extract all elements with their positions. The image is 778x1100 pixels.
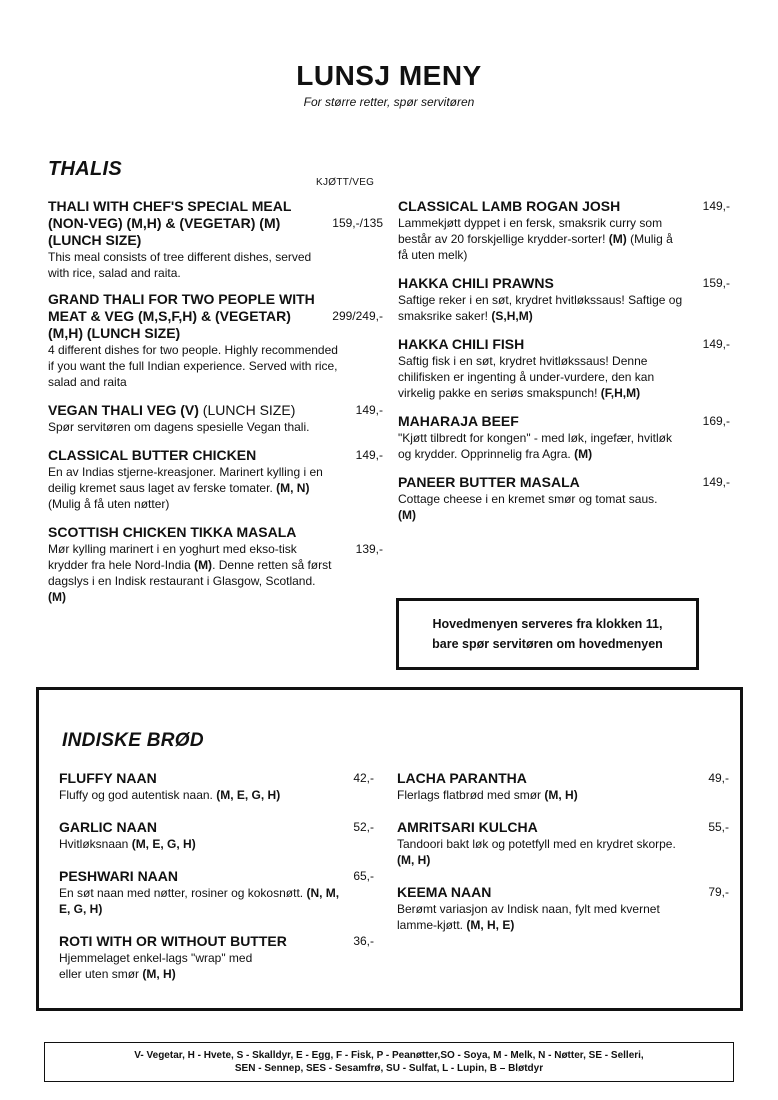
item-description: Lammekjøtt dyppet i en fersk, smaksrik curry som består av 20 forskjellige krydder-sorter! (M) (Mulig å få uten melk) — [398, 216, 673, 262]
menu-item — [48, 198, 383, 281]
item-price: 65,- — [353, 869, 374, 883]
breads-left-column — [59, 770, 374, 996]
item-description: 4 different dishes for two people. Highly recommended if you want the full Indian experience. Served with rice, salad and raita — [48, 343, 338, 389]
thalis-right-column — [398, 198, 730, 537]
item-name: HAKKA CHILI PRAWNS — [398, 275, 554, 291]
item-price: 159,- — [702, 276, 730, 290]
item-name: KEEMA NAAN — [397, 884, 492, 900]
menu-item — [59, 933, 374, 982]
item-price: 42,- — [353, 771, 374, 785]
menu-item — [398, 275, 730, 324]
menu-item — [59, 770, 374, 803]
item-description: Tandoori bakt løk og potetfyll med en krydret skorpe. (M, H) — [397, 837, 676, 867]
item-description: This meal consists of tree different dishes, served with rice, salad and raita. — [48, 250, 312, 280]
item-description: Cottage cheese i en kremet smør og tomat saus. (M) — [398, 492, 658, 522]
thalis-heading: THALIS — [48, 158, 123, 180]
item-price: 149,- — [702, 337, 730, 351]
column-label-meat-veg: KJØTT/VEG — [316, 177, 375, 188]
menu-item — [48, 524, 383, 605]
item-price: 169,- — [702, 414, 730, 428]
item-price: 149,- — [355, 448, 383, 462]
notice-line-2: bare spør servitøren om hovedmenyen — [432, 637, 663, 651]
breads-heading: INDISKE BRØD — [62, 730, 204, 751]
breads-right-column — [397, 770, 729, 947]
thalis-left-column — [48, 198, 383, 619]
item-price: 149,- — [702, 199, 730, 213]
menu-subtitle: For større retter, spør servitøren — [303, 95, 475, 109]
item-description: Spør servitøren om dagens spesielle Vegan thali. — [48, 420, 310, 434]
item-name: ROTI WITH OR WITHOUT BUTTER — [59, 933, 287, 949]
menu-item — [48, 402, 383, 435]
item-price: 36,- — [353, 934, 374, 948]
allergen-legend-line-1: V- Vegetar, H - Hvete, S - Skalldyr, E - Egg, F - Fisk, P - Peanøtter,SO - Soya, M - Melk, N - Nøtter, SE - Selleri, — [134, 1050, 644, 1061]
item-description: Fluffy og god autentisk naan. (M, E, G, H) — [59, 788, 281, 802]
item-name: VEGAN THALI VEG (V) (LUNCH SIZE) — [48, 402, 296, 418]
allergen-legend — [44, 1042, 734, 1082]
main-menu-notice — [396, 598, 699, 670]
item-description: "Kjøtt tilbredt for kongen" - med løk, ingefær, hvitløk og krydder. Opprinnelig fra Agra. (M) — [398, 431, 672, 461]
item-name: GRAND THALI FOR TWO PEOPLE WITH MEAT & VEG (M,S,F,H) & (VEGETAR) (M,H) (LUNCH SIZE) — [48, 291, 315, 341]
menu-item — [398, 198, 730, 263]
item-description: Berømt variasjon av Indisk naan, fylt med kvernet lamme-kjøtt. (M, H, E) — [397, 902, 660, 932]
item-name: CLASSICAL BUTTER CHICKEN — [48, 447, 257, 463]
item-price: 149,- — [702, 475, 730, 489]
item-name: PANEER BUTTER MASALA — [398, 474, 580, 490]
item-name: AMRITSARI KULCHA — [397, 819, 538, 835]
item-description: En søt naan med nøtter, rosiner og kokosnøtt. (N, M, E, G, H) — [59, 886, 340, 916]
item-price: 79,- — [708, 885, 729, 899]
item-name: FLUFFY NAAN — [59, 770, 157, 786]
item-description: Hjemmelaget enkel-lags "wrap" med eller uten smør (M, H) — [59, 951, 253, 981]
menu-item — [397, 819, 729, 868]
notice-line-1: Hovedmenyen serveres fra klokken 11, — [432, 617, 663, 631]
item-price: 299/249,- — [332, 309, 383, 323]
item-price: 139,- — [355, 542, 383, 556]
item-description: Mør kylling marinert i en yoghurt med ekso-tisk krydder fra hele Nord-India (M). Denne retten så først dagslys i en Indisk restaurant i Glasgow, Scotland. (M) — [48, 542, 332, 604]
item-description: Hvitløksnaan (M, E, G, H) — [59, 837, 196, 851]
item-name: PESHWARI NAAN — [59, 868, 179, 884]
item-name: HAKKA CHILI FISH — [398, 336, 525, 352]
item-name: SCOTTISH CHICKEN TIKKA MASALA — [48, 524, 297, 540]
menu-item — [398, 474, 730, 523]
item-price: 49,- — [708, 771, 729, 785]
item-description: Saftig fisk i en søt, krydret hvitløkssaus! Denne chilifisken er ingenting å under-vurdere, den kan virkelig pakke en seriøs smakspunch! (F,H,M) — [398, 354, 655, 400]
item-price: 149,- — [355, 403, 383, 417]
allergen-legend-line-2: SEN - Sennep, SES - Sesamfrø, SU - Sulfat, L - Lupin, B – Bløtdyr — [234, 1063, 544, 1074]
item-description: Flerlags flatbrød med smør (M, H) — [397, 788, 578, 802]
menu-item — [48, 447, 383, 512]
item-name: MAHARAJA BEEF — [398, 413, 519, 429]
item-name: THALI WITH CHEF'S SPECIAL MEAL (NON-VEG) (M,H) & (VEGETAR) (M) (LUNCH SIZE) — [48, 198, 292, 248]
menu-item — [397, 884, 729, 933]
menu-title: LUNSJ MENY — [296, 60, 482, 91]
menu-item — [398, 413, 730, 462]
item-description: En av Indias stjerne-kreasjoner. Marinert kylling i en deilig kremet saus laget av ferske tomater. (M, N) (Mulig å få uten nøtter) — [48, 465, 323, 511]
item-price: 55,- — [708, 820, 729, 834]
item-description: Saftige reker i en søt, krydret hvitløkssaus! Saftige og smaksrike saker! (S,H,M) — [398, 293, 683, 323]
item-name: CLASSICAL LAMB ROGAN JOSH — [398, 198, 621, 214]
menu-item — [48, 291, 383, 390]
menu-item — [59, 868, 374, 917]
menu-item — [398, 336, 730, 401]
menu-item — [397, 770, 729, 803]
item-price: 52,- — [353, 820, 374, 834]
item-name: LACHA PARANTHA — [397, 770, 527, 786]
item-price: 159,-/135 — [332, 216, 383, 230]
item-name: GARLIC NAAN — [59, 819, 157, 835]
menu-item — [59, 819, 374, 852]
